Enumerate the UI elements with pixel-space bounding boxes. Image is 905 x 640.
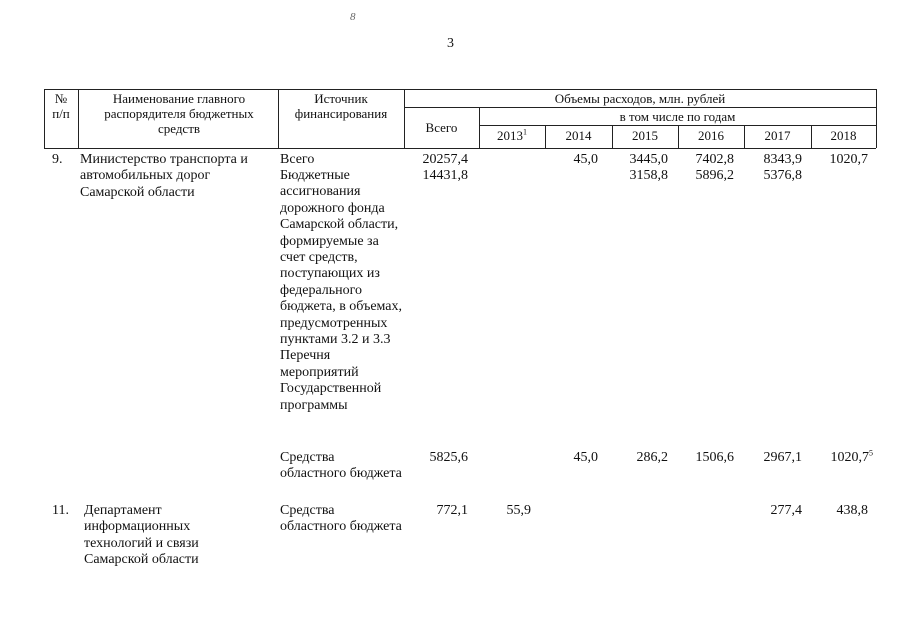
header-source: Источник финансирования <box>294 91 388 121</box>
footnote-5: 5 <box>869 448 873 458</box>
row-9-2016: 7402,8 <box>695 152 734 167</box>
row-11-name: Департамент информационных технологий и связи Самарской области <box>84 503 199 568</box>
row-9-total: 20257,4 <box>422 152 468 167</box>
header-year-2015: 2015 <box>632 128 658 143</box>
row-9-regional-2017: 2967,1 <box>763 450 802 465</box>
row-11-2018: 438,8 <box>836 503 868 518</box>
row-9-federal-source: Бюджетные ассигнования дорожного фонда Самарской области, формируемые за счет средств, поступающих из федерального бюджета, в объемах, предусмотренных пунктами 3.2 и 3.3 Перечня мероприятий Государственной программы <box>280 168 403 413</box>
row-9-regional-source: Средства областного бюджета <box>280 450 402 482</box>
row-9-source: Всего <box>280 152 315 167</box>
header-num: № п/п <box>52 91 70 121</box>
row-9-regional-2018: 1020,7$^5$ <box>830 448 873 465</box>
header-year-2017: 2017 <box>764 128 791 143</box>
row-9-name: Министерство транспорта и автомобильных дорог Самарской области <box>80 152 248 200</box>
footnote-1: 1 <box>523 127 527 137</box>
header-year-2018: 2018 <box>830 128 857 143</box>
row-11-total: 772,1 <box>436 503 468 518</box>
row-9-regional-2014: 45,0 <box>573 450 598 465</box>
row-9-federal-total: 14431,8 <box>422 168 468 183</box>
row-11-source: Средства областного бюджета <box>280 503 402 535</box>
header-year-2014: 2014 <box>565 128 592 143</box>
row-9-federal-2015: 3158,8 <box>629 168 668 183</box>
page-number: 3 <box>447 36 454 51</box>
row-9-federal-2016: 5896,2 <box>695 168 734 183</box>
row-9-2018: 1020,7 <box>829 152 868 167</box>
row-9-federal-2017: 5376,8 <box>763 168 802 183</box>
row-9-regional-2015: 286,2 <box>636 450 668 465</box>
handwritten-mark: 8 <box>350 11 356 23</box>
row-11-num: 11. <box>52 503 69 518</box>
row-9-num: 9. <box>52 152 63 167</box>
row-9-2014: 45,0 <box>573 152 598 167</box>
header-name: Наименование главного распорядителя бюджетных средств <box>104 91 254 136</box>
header-volumes: Объемы расходов, млн. рублей <box>554 91 726 106</box>
row-9-2017: 8343,9 <box>763 152 802 167</box>
row-9-regional-2016: 1506,6 <box>695 450 734 465</box>
row-11-2013: 55,9 <box>506 503 531 518</box>
header-year-2013: 2013$^1$ <box>497 127 527 143</box>
header-including: в том числе по годам <box>619 109 736 124</box>
row-9-2015: 3445,0 <box>629 152 668 167</box>
header-year-2016: 2016 <box>698 128 724 143</box>
header-total: Всего <box>425 120 458 135</box>
row-9-regional-total: 5825,6 <box>429 450 468 465</box>
row-11-2017: 277,4 <box>770 503 802 518</box>
